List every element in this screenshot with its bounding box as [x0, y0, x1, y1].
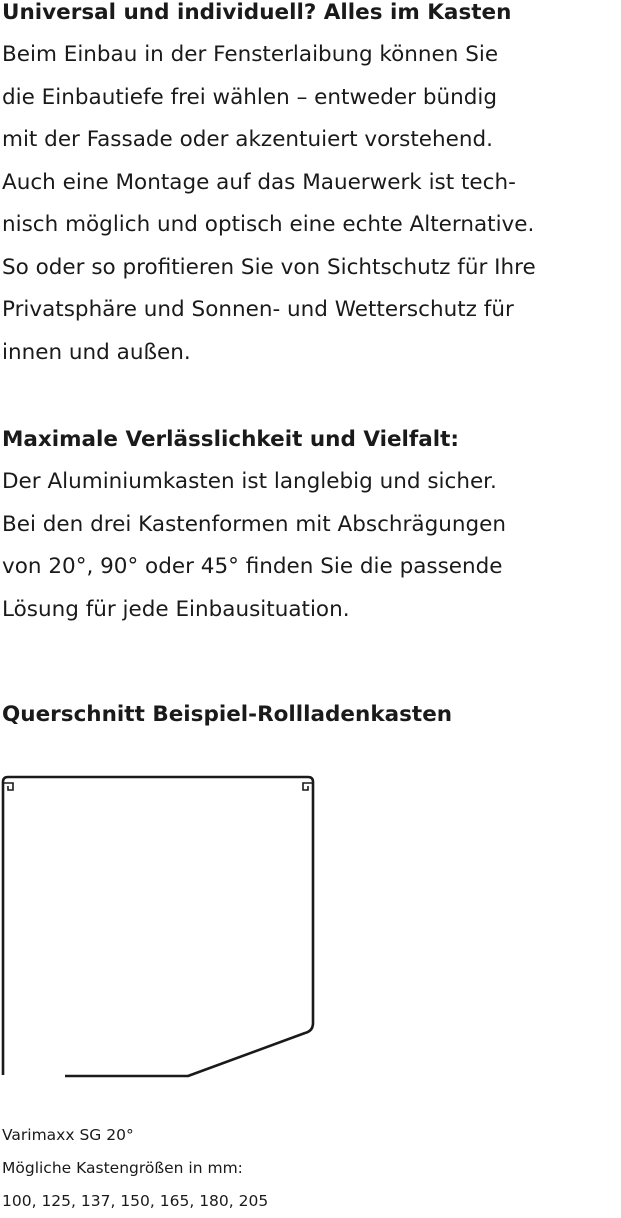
body-line: mit der Fassade oder akzentuiert vorstehend.: [2, 127, 493, 152]
body-line: von 20°, 90° oder 45° finden Sie die passende: [2, 554, 503, 579]
section-heading: Maximale Verlässlichkeit und Vielfalt:: [2, 427, 460, 452]
section-body: [2, 34, 621, 374]
cross-section-diagram: [0, 770, 320, 1082]
section-querschnitt: [2, 700, 621, 730]
body-line: nisch möglich und optisch eine echte Alternative.: [2, 212, 535, 237]
caption-model: Varimaxx SG 20°: [2, 1126, 134, 1144]
box-outline: [3, 777, 313, 1076]
box-left-wall: [3, 777, 313, 1076]
diagram-caption: [2, 1119, 621, 1218]
body-line: innen und außen.: [2, 339, 191, 365]
corner-detail-right: [303, 783, 313, 790]
body-line: Beim Einbau in der Fensterlaibung können Sie: [2, 42, 499, 67]
caption-sizes-values: 100, 125, 137, 150, 165, 180, 205: [2, 1192, 269, 1210]
body-line: die Einbautiefe frei wählen – entweder bündig: [2, 84, 497, 110]
body-line: Lösung für jede Einbausituation.: [2, 596, 350, 622]
section-verlaesslichkeit: [2, 425, 621, 631]
section-heading: Universal und individuell? Alles im Kasten: [2, 0, 512, 25]
section-einbau: [2, 0, 621, 374]
body-line: Auch eine Montage auf das Mauerwerk ist tech-: [2, 169, 516, 195]
body-line: Bei den drei Kastenformen mit Abschrägungen: [2, 511, 506, 537]
body-line: So oder so profitieren Sie von Sichtschutz für Ihre: [2, 254, 536, 280]
body-line: Der Aluminiumkasten ist langlebig und sicher.: [2, 469, 497, 494]
section-body: [2, 461, 621, 631]
caption-sizes-label: Mögliche Kastengrößen in mm:: [2, 1159, 243, 1177]
body-line: Privatsphäre und Sonnen- und Wetterschutz für: [2, 297, 514, 322]
corner-detail-left: [3, 783, 13, 790]
section-heading: Querschnitt Beispiel-Rollladenkasten: [2, 702, 453, 727]
